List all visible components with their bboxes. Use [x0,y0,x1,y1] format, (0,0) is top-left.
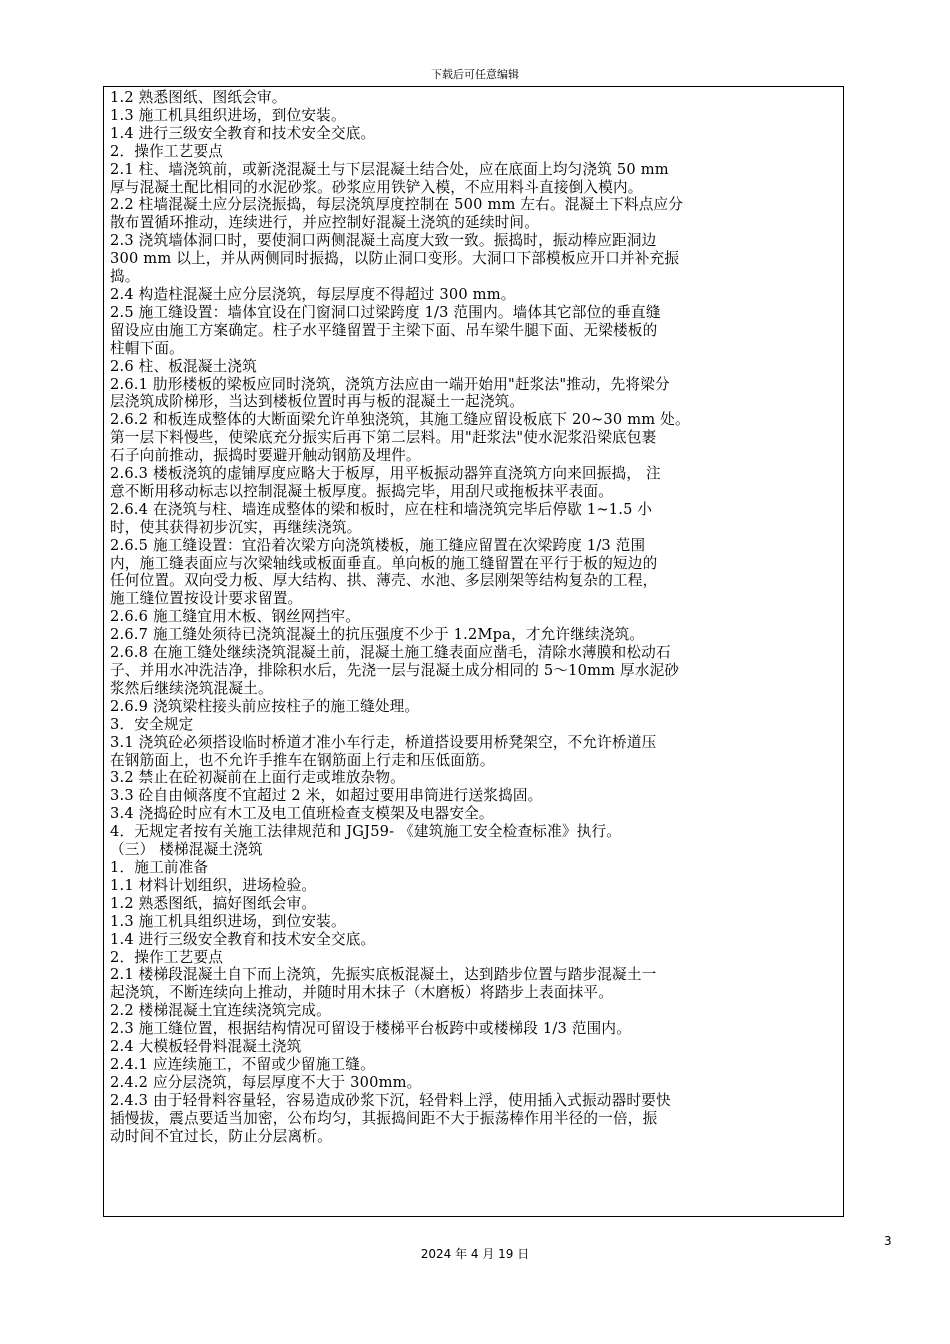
text-line: 3.2 禁止在砼初凝前在上面行走或堆放杂物。 [110,769,405,787]
text-line: 2.6 柱、板混凝土浇筑 [110,357,257,375]
text-line: 1．施工前准备 [110,858,209,876]
text-line: 2.1 柱、墙浇筑前，或新浇混凝土与下层混凝土结合处，应在底面上均匀浇筑 50 mm [110,160,669,178]
text-line: 留设应由施工方案确定。柱子水平缝留置于主梁下面、吊车梁牛腿下面、无梁楼板的 [110,321,658,339]
text-line: 2.6.5 施工缝设置：宜沿着次梁方向浇筑楼板，施工缝应留置在次梁跨度 1/3 范围 [110,536,646,554]
text-line: 2.2 楼梯混凝土宜连续浇筑完成。 [110,1002,331,1020]
text-line: 2.6.3 楼板浇筑的虚铺厚度应略大于板厚，用平板振动器笄直浇筑方向来回振捣， 注 [110,465,661,483]
text-line: 浆然后继续浇筑混凝土。 [110,679,273,697]
text-line: 子、并用水冲洗洁净，排除积水后，先浇一层与混凝土成分相同的 5～10mm 厚水泥砂 [110,662,680,679]
text-line: 1.3 施工机具组织进场，到位安装。 [110,106,346,124]
document-body [110,89,839,1145]
text-line: 2.2 柱墙混凝土应分层浇振捣，每层浇筑厚度控制在 500 mm 左右。混凝土下料点应分 [110,196,684,214]
text-line: 2.4.1 应连续施工，不留或少留施工缝。 [110,1055,375,1073]
page-number: 3 [884,1234,892,1248]
text-line: 1.4 进行三级安全教育和技术安全交底。 [110,930,376,948]
document-frame [103,86,844,1217]
text-line: 施工缝位置按设计要求留置。 [110,590,303,608]
text-line: 插慢拔，震点要适当加密，公布均匀，其振捣间距不大于振荡棒作用半径的一倍，振 [110,1109,658,1127]
text-line: 2．操作工艺要点 [110,948,224,966]
text-line: 2.5 施工缝设置：墙体宜设在门窗洞口过梁跨度 1/3 范围内。墙体其它部位的垂直缝 [110,303,661,321]
text-line: 2.6.4 在浇筑与柱、墙连成整体的梁和板时，应在柱和墙浇筑完毕后停歇 1~1.5 小 [110,500,653,518]
text-line: 在钢筋面上，也不允许手推车在钢筋面上行走和压低面筋。 [110,751,495,769]
text-line: 1.3 施工机具组织进场，到位安装。 [110,912,346,930]
text-line: 2.6.8 在施工缝处继续浇筑混凝土前，混凝土施工缝表面应凿毛，清除水薄膜和松动石 [110,644,671,662]
text-line: 层浇筑成阶梯形，当达到楼板位置时再与板的混凝土一起浇筑。 [110,393,525,411]
text-line: 起浇筑，不断连续向上推动，并随时用木抹子（木磨板）将踏步上表面抹平。 [110,984,613,1002]
text-line: 动时间不宜过长，防止分层离析。 [110,1127,332,1145]
text-line: 第一层下料慢些，使梁底充分振实后再下第二层料。用"赶浆法"使水泥浆沿梁底包裹 [110,429,657,447]
text-line: 3.4 浇捣砼时应有木工及电工值班检查支模架及电器安全。 [110,805,494,823]
text-line: 3．安全规定 [110,715,194,733]
text-line: 2.6.9 浇筑梁柱接头前应按柱子的施工缝处理。 [110,697,420,715]
text-line: 时，使其获得初步沉实，再继续浇筑。 [110,518,362,536]
text-line: 2.4 大模板轻骨料混凝土浇筑 [110,1038,302,1056]
text-line: 2.6.6 施工缝宜用木板、钢丝网挡牢。 [110,608,361,626]
text-line: 1.1 材料计划组织，进场检验。 [110,876,317,894]
text-line: 内，施工缝表面应与次梁轴线或板面垂直。单向板的施工缝留置在平行于板的短边的 [110,554,658,572]
text-line: 2.4.3 由于轻骨料容量轻，容易造成砂浆下沉，轻骨料上浮，使用插入式振动器时要快 [110,1091,671,1109]
text-line: 意不断用移动标志以控制混凝土板厚度。振捣完毕，用刮尺或拖板抹平表面。 [110,482,613,500]
text-line: 2.3 浇筑墙体洞口时，要使洞口两侧混凝土高度大致一致。振捣时，振动棒应距洞边 [110,232,657,250]
text-line: 散布置循环推动，连续进行，并应控制好混凝土浇筑的延续时间。 [110,214,540,232]
header-note: 下载后可任意编辑 [431,68,519,81]
text-line: 3.1 浇筑砼必须搭设临时桥道才准小车行走，桥道搭设要用桥凳架空，不允许桥道压 [110,733,657,751]
footer-date: 2024 年 4 月 19 日 [420,1247,530,1261]
text-line: 2.1 楼梯段混凝土自下而上浇筑，先振实底板混凝土，达到踏步位置与踏步混凝土一 [110,966,657,984]
text-line: 1.4 进行三级安全教育和技术安全交底。 [110,124,376,142]
text-line: 柱帽下面。 [110,339,184,357]
text-line: 石子向前推动，振捣时要避开触动钢筋及埋件。 [110,447,421,465]
text-line: 厚与混凝土配比相同的水泥砂浆。砂浆应用铁铲入模，不应用料斗直接倒入模内。 [110,178,643,196]
text-line: （三） 楼梯混凝土浇筑 [110,841,263,859]
text-line: 2.6.2 和板连成整体的大断面梁允许单独浇筑，其施工缝应留设板底下 20~30 mm 处。 [110,411,690,429]
text-line: 3.3 砼自由倾落度不宜超过 2 米，如超过要用串筒进行送浆捣固。 [110,787,543,805]
text-line: 2.6.7 施工缝处须待已浇筑混凝土的抗压强度不少于 1.2Mpa，才允许继续浇筑。 [110,626,645,644]
text-line: 捣。 [110,268,140,286]
text-line: 1.2 熟悉图纸，搞好图纸会审。 [110,894,317,912]
text-line: 2.4 构造柱混凝土应分层浇筑，每层厚度不得超过 300 mm。 [110,285,516,303]
text-line: 1.2 熟悉图纸、图纸会审。 [110,89,287,106]
text-line: 2.3 施工缝位置，根据结构情况可留设于楼梯平台板跨中或楼梯段 1/3 范围内。 [110,1020,632,1038]
text-line: 4．无规定者按有关施工法律规范和 JGJ59- 《建筑施工安全检查标准》执行。 [110,823,622,841]
text-line: 2.4.2 应分层浇筑，每层厚度不大于 300mm。 [110,1073,422,1091]
text-line: 任何位置。双向受力板、厚大结构、拱、薄壳、水池、多层刚架等结构复杂的工程， [110,572,658,590]
text-line: 300 mm 以上，并从两侧同时振捣，以防止洞口变形。大洞口下部模板应开口并补充振 [110,250,680,268]
text-line: 2．操作工艺要点 [110,142,224,160]
text-line: 2.6.1 肋形楼板的梁板应同时浇筑，浇筑方法应由一端开始用"赶浆法"推动，先将梁分 [110,375,670,393]
